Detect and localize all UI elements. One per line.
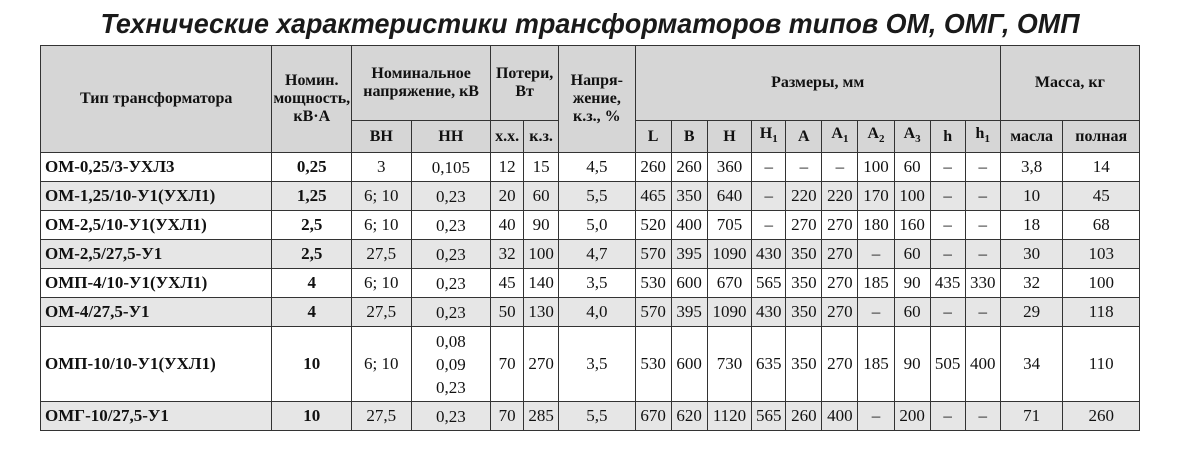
cell-dim: 350 — [786, 269, 822, 298]
cell-dim: 570 — [635, 298, 671, 327]
cell-losses-nl: 12 — [491, 153, 524, 182]
cell-dim: 270 — [822, 298, 858, 327]
cell-dim: 395 — [671, 240, 707, 269]
cell-dim: – — [822, 153, 858, 182]
cell-dim: – — [930, 182, 965, 211]
header-mass-total: полная — [1063, 121, 1140, 153]
cell-dim: 60 — [894, 298, 930, 327]
cell-dim: – — [930, 298, 965, 327]
cell-sc-voltage: 4,5 — [559, 153, 635, 182]
cell-voltage-lv-value: 0,105 — [431, 157, 470, 177]
cell-dim: 220 — [786, 182, 822, 211]
cell-power: 1,25 — [272, 182, 352, 211]
cell-dim: 270 — [822, 269, 858, 298]
cell-dim: 395 — [671, 298, 707, 327]
cell-losses-nl: 20 — [491, 182, 524, 211]
cell-dim: 1090 — [707, 298, 752, 327]
cell-dim: 170 — [858, 182, 894, 211]
cell-losses-sc: 100 — [524, 240, 559, 269]
cell-voltage-lv-value: 0,23 — [435, 377, 466, 397]
table-row — [41, 211, 1140, 240]
cell-sc-voltage: 5,5 — [559, 182, 635, 211]
cell-losses-nl: 40 — [491, 211, 524, 240]
cell-dim: 435 — [930, 269, 965, 298]
cell-mass-oil: 30 — [1000, 240, 1063, 269]
cell-voltage-lv-value: 0,09 — [435, 354, 466, 374]
cell-voltage-lv-value: 0,23 — [435, 186, 466, 206]
cell-voltage-lv — [411, 153, 491, 182]
cell-dim: 220 — [822, 182, 858, 211]
cell-dim: 1090 — [707, 240, 752, 269]
table-body — [41, 153, 1140, 431]
header-mass-oil: масла — [1000, 121, 1063, 153]
cell-dim: 260 — [635, 153, 671, 182]
cell-power: 2,5 — [272, 240, 352, 269]
cell-voltage-lv — [411, 269, 491, 298]
cell-dim: – — [752, 182, 786, 211]
cell-dim: 270 — [786, 211, 822, 240]
cell-mass-oil: 29 — [1000, 298, 1063, 327]
cell-dim: – — [965, 182, 1000, 211]
cell-mass-oil: 71 — [1000, 402, 1063, 431]
cell-dim: 730 — [707, 327, 752, 402]
header-voltage: Номинальное напряжение, кВ — [352, 46, 491, 121]
cell-dim: 565 — [752, 402, 786, 431]
cell-dim: 505 — [930, 327, 965, 402]
cell-mass-total: 110 — [1063, 327, 1140, 402]
cell-dim: 185 — [858, 269, 894, 298]
cell-dim: – — [786, 153, 822, 182]
cell-dim: 100 — [894, 182, 930, 211]
cell-dim: – — [965, 298, 1000, 327]
cell-mass-total: 100 — [1063, 269, 1140, 298]
cell-dim: 90 — [894, 269, 930, 298]
header-dim-7: $A_3$ — [894, 121, 930, 153]
header-power: Номин. мощность, кВ·А — [272, 46, 352, 153]
table-row — [41, 402, 1140, 431]
cell-dim: – — [752, 211, 786, 240]
cell-voltage-hv: 6; 10 — [352, 269, 411, 298]
cell-dim: 400 — [822, 402, 858, 431]
cell-losses-sc: 270 — [524, 327, 559, 402]
header-voltage-hv: ВН — [352, 121, 411, 153]
header-losses: Потери, Вт — [491, 46, 559, 121]
cell-dim: 570 — [635, 240, 671, 269]
cell-type: ОМ-4/27,5-У1 — [41, 298, 272, 327]
cell-dim: 100 — [858, 153, 894, 182]
cell-losses-sc: 15 — [524, 153, 559, 182]
cell-losses-nl: 50 — [491, 298, 524, 327]
header-dim-8: h — [930, 121, 965, 153]
cell-power: 10 — [272, 327, 352, 402]
cell-type: ОМ-1,25/10-У1(УХЛ1) — [41, 182, 272, 211]
cell-power: 10 — [272, 402, 352, 431]
cell-dim: 530 — [635, 269, 671, 298]
cell-voltage-lv-value: 0,23 — [435, 406, 466, 426]
header-dim-9: $h_1$ — [965, 121, 1000, 153]
cell-dim: 430 — [752, 240, 786, 269]
cell-dim: 670 — [707, 269, 752, 298]
cell-type: ОМП-10/10-У1(УХЛ1) — [41, 327, 272, 402]
cell-dim: 60 — [894, 153, 930, 182]
cell-losses-sc: 130 — [524, 298, 559, 327]
cell-mass-total: 68 — [1063, 211, 1140, 240]
cell-sc-voltage: 5,0 — [559, 211, 635, 240]
cell-type: ОМ-0,25/3-УХЛ3 — [41, 153, 272, 182]
cell-type: ОМ-2,5/10-У1(УХЛ1) — [41, 211, 272, 240]
cell-mass-total: 14 — [1063, 153, 1140, 182]
cell-voltage-lv — [411, 182, 491, 211]
cell-dim: – — [930, 211, 965, 240]
table-row — [41, 153, 1140, 182]
cell-sc-voltage: 3,5 — [559, 269, 635, 298]
cell-losses-sc: 60 — [524, 182, 559, 211]
cell-dim: 620 — [671, 402, 707, 431]
cell-voltage-lv-value: 0,23 — [435, 302, 466, 322]
header-dim-5: $A_1$ — [822, 121, 858, 153]
cell-dim: 465 — [635, 182, 671, 211]
cell-voltage-lv — [411, 211, 491, 240]
cell-dim: 350 — [786, 240, 822, 269]
cell-dim: 430 — [752, 298, 786, 327]
cell-dim: 90 — [894, 327, 930, 402]
header-dim-1: B — [671, 121, 707, 153]
cell-mass-total: 45 — [1063, 182, 1140, 211]
cell-voltage-hv: 6; 10 — [352, 211, 411, 240]
cell-mass-oil: 18 — [1000, 211, 1063, 240]
cell-dim: – — [752, 153, 786, 182]
cell-voltage-lv-value: 0,23 — [435, 244, 466, 264]
cell-voltage-hv: 6; 10 — [352, 327, 411, 402]
cell-dim: 1120 — [707, 402, 752, 431]
cell-voltage-hv: 27,5 — [352, 298, 411, 327]
cell-dim: 330 — [965, 269, 1000, 298]
cell-mass-total: 103 — [1063, 240, 1140, 269]
cell-voltage-lv — [411, 298, 491, 327]
header-losses-nl: х.х. — [491, 121, 524, 153]
cell-losses-sc: 90 — [524, 211, 559, 240]
cell-voltage-lv — [411, 402, 491, 431]
cell-voltage-hv: 27,5 — [352, 240, 411, 269]
header-dim-2: H — [707, 121, 752, 153]
cell-dim: 400 — [671, 211, 707, 240]
header-losses-sc: к.з. — [524, 121, 559, 153]
cell-dim: – — [930, 402, 965, 431]
header-mass: Масса, кг — [1000, 46, 1139, 121]
cell-mass-total: 260 — [1063, 402, 1140, 431]
header-dim-3: $H_1$ — [752, 121, 786, 153]
cell-voltage-lv — [411, 240, 491, 269]
cell-voltage-lv-value: 0,08 — [435, 331, 466, 351]
cell-sc-voltage: 4,0 — [559, 298, 635, 327]
cell-power: 0,25 — [272, 153, 352, 182]
cell-dim: 270 — [822, 211, 858, 240]
cell-voltage-hv: 6; 10 — [352, 182, 411, 211]
cell-dim: – — [930, 153, 965, 182]
cell-dim: 160 — [894, 211, 930, 240]
cell-dim: 670 — [635, 402, 671, 431]
header-type: Тип трансформатора — [41, 46, 272, 153]
table-row — [41, 298, 1140, 327]
cell-dim: 400 — [965, 327, 1000, 402]
table-row — [41, 240, 1140, 269]
cell-type: ОМ-2,5/27,5-У1 — [41, 240, 272, 269]
cell-dim: – — [965, 402, 1000, 431]
cell-voltage-hv: 3 — [352, 153, 411, 182]
cell-dim: 705 — [707, 211, 752, 240]
cell-mass-oil: 10 — [1000, 182, 1063, 211]
cell-dim: 60 — [894, 240, 930, 269]
cell-sc-voltage: 5,5 — [559, 402, 635, 431]
cell-dim: – — [965, 153, 1000, 182]
table-row — [41, 327, 1140, 402]
cell-dim: 520 — [635, 211, 671, 240]
cell-mass-oil: 32 — [1000, 269, 1063, 298]
cell-losses-sc: 140 — [524, 269, 559, 298]
cell-dim: 350 — [786, 327, 822, 402]
cell-mass-total: 118 — [1063, 298, 1140, 327]
table-row — [41, 182, 1140, 211]
header-dim-0: L — [635, 121, 671, 153]
page-title: Технические характеристики трансформаторов типов ОМ, ОМГ, ОМП — [100, 8, 1080, 39]
cell-dim: 640 — [707, 182, 752, 211]
table-row — [41, 269, 1140, 298]
cell-dim: 260 — [786, 402, 822, 431]
cell-power: 4 — [272, 298, 352, 327]
cell-dim: – — [858, 402, 894, 431]
cell-losses-sc: 285 — [524, 402, 559, 431]
cell-dim: 530 — [635, 327, 671, 402]
header-sc-voltage: Напря- жение, к.з., % — [559, 46, 635, 153]
transformer-spec-table — [40, 45, 1140, 431]
cell-dim: – — [858, 240, 894, 269]
cell-dim: 600 — [671, 269, 707, 298]
cell-dim: 350 — [671, 182, 707, 211]
cell-dim: 180 — [858, 211, 894, 240]
cell-dim: – — [930, 240, 965, 269]
header-dim-6: $A_2$ — [858, 121, 894, 153]
cell-losses-nl: 70 — [491, 327, 524, 402]
cell-sc-voltage: 3,5 — [559, 327, 635, 402]
cell-losses-nl: 32 — [491, 240, 524, 269]
cell-dim: 200 — [894, 402, 930, 431]
cell-dim: 360 — [707, 153, 752, 182]
cell-losses-nl: 45 — [491, 269, 524, 298]
header-dim-4: A — [786, 121, 822, 153]
cell-dim: 270 — [822, 240, 858, 269]
cell-voltage-lv-value: 0,23 — [435, 273, 466, 293]
cell-dim: 600 — [671, 327, 707, 402]
cell-dim: – — [965, 211, 1000, 240]
cell-sc-voltage: 4,7 — [559, 240, 635, 269]
cell-dim: 350 — [786, 298, 822, 327]
cell-mass-oil: 34 — [1000, 327, 1063, 402]
cell-voltage-lv-value: 0,23 — [435, 215, 466, 235]
cell-type: ОМГ-10/27,5-У1 — [41, 402, 272, 431]
cell-power: 4 — [272, 269, 352, 298]
header-voltage-lv: НН — [411, 121, 491, 153]
cell-type: ОМП-4/10-У1(УХЛ1) — [41, 269, 272, 298]
cell-dim: 185 — [858, 327, 894, 402]
cell-dim: – — [965, 240, 1000, 269]
cell-voltage-lv — [411, 327, 491, 402]
cell-voltage-hv: 27,5 — [352, 402, 411, 431]
cell-dim: 260 — [671, 153, 707, 182]
cell-dim: – — [858, 298, 894, 327]
cell-mass-oil: 3,8 — [1000, 153, 1063, 182]
cell-dim: 635 — [752, 327, 786, 402]
cell-losses-nl: 70 — [491, 402, 524, 431]
cell-dim: 565 — [752, 269, 786, 298]
header-dimensions: Размеры, мм — [635, 46, 1000, 121]
cell-power: 2,5 — [272, 211, 352, 240]
cell-dim: 270 — [822, 327, 858, 402]
